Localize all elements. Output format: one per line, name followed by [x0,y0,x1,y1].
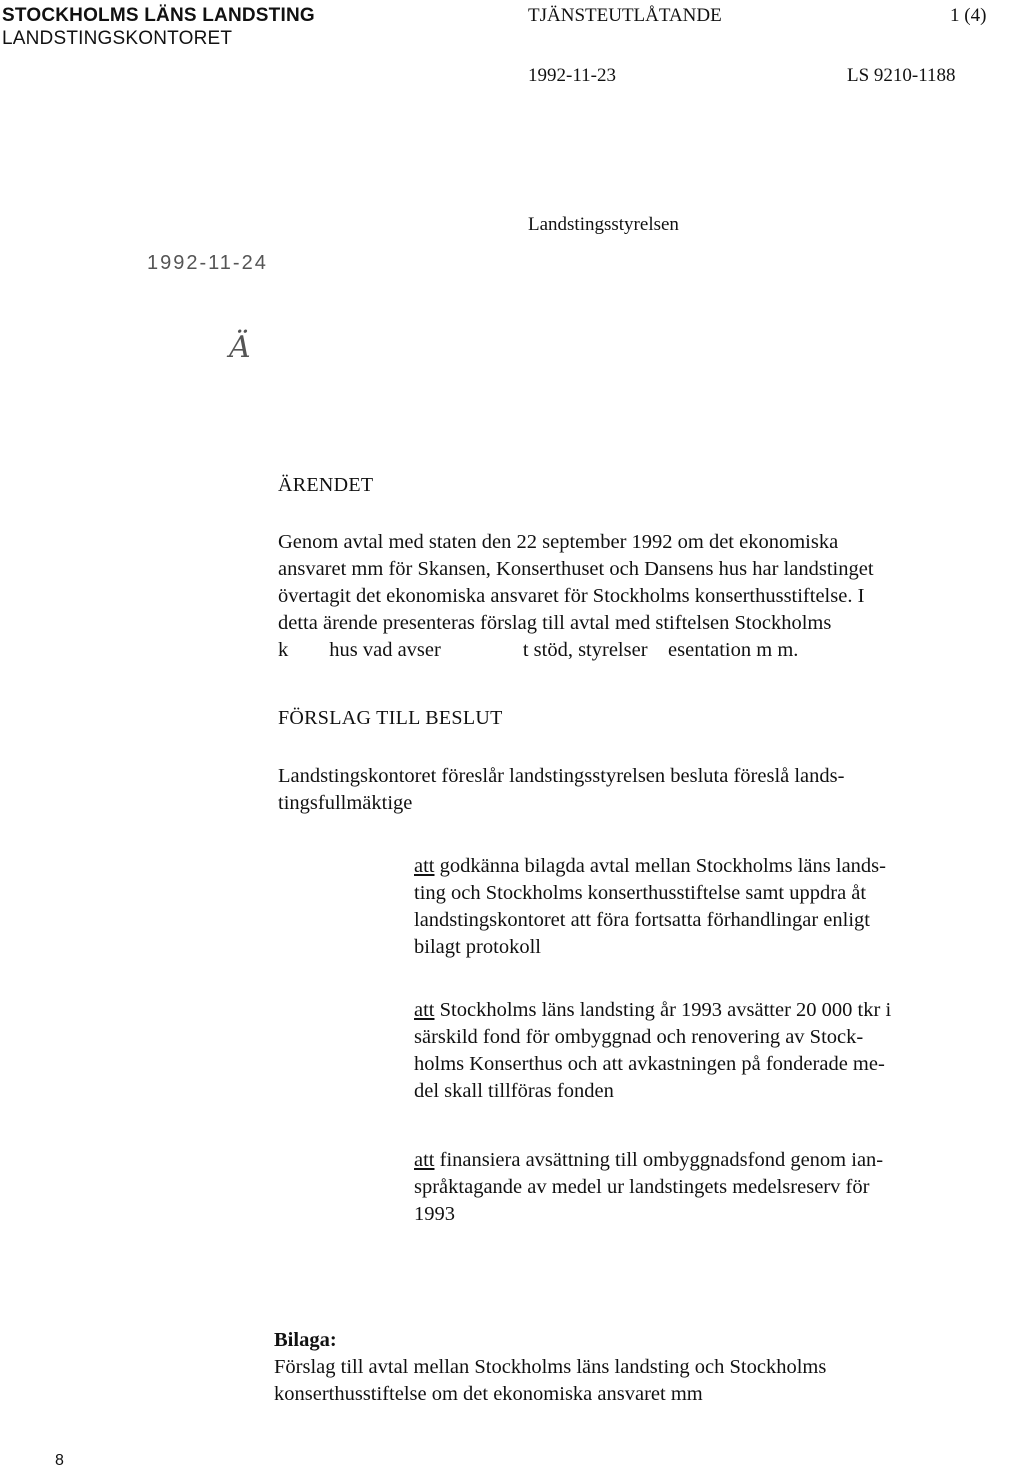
page-number: 8 [55,1452,64,1469]
att-keyword: att [414,1149,435,1171]
text-line: 1993 [414,1203,455,1225]
forslag-intro [278,763,844,817]
text-line: holms Konserthus och att avkastningen på fonderade me- [414,1053,885,1075]
text-line: k hus vad avser t stöd, styrelser esentation m m. [278,639,799,661]
text-line: del skall tillföras fonden [414,1080,614,1102]
page-indicator: 1 (4) [950,5,987,26]
att-keyword: att [414,999,435,1021]
section-heading-arendet: ÄRENDET [278,474,374,496]
text-line: särskild fond för ombyggnad och renovering av Stock- [414,1026,864,1048]
text-line: finansiera avsättning till ombyggnadsfond genom ian- [434,1149,884,1171]
text-line: tingsfullmäktige [278,792,413,814]
handwritten-initials: Ä [229,330,251,365]
received-date-stamp: 1992-11-24 [147,252,268,274]
text-line: Stockholms läns landsting år 1993 avsätter 20 000 tkr i [434,999,892,1021]
proposal-item-1 [414,853,886,961]
office-name: LANDSTINGSKONTORET [2,28,233,49]
section-heading-forslag: FÖRSLAG TILL BESLUT [278,707,503,729]
attachment-label: Bilaga: [274,1329,337,1351]
reference-number: LS 9210-1188 [847,65,956,86]
text-line: Landstingskontoret föreslår landstingsstyrelsen besluta föreslå lands- [278,765,845,787]
document-date: 1992-11-23 [528,65,616,86]
text-line: övertagit det ekonomiska ansvaret för Stockholms konserthusstiftelse. I [278,585,865,607]
text-line: bilagt protokoll [414,936,541,958]
proposal-item-3 [414,1147,883,1228]
text-line: ansvaret mm för Skansen, Konserthuset och Dansens hus har landstinget [278,558,874,580]
text-line: landstingskontoret att föra fortsatta förhandlingar enligt [414,909,870,931]
text-line: Genom avtal med staten den 22 september 1992 om det ekonomiska [278,531,839,553]
text-line: ting och Stockholms konserthusstiftelse samt uppdra åt [414,882,867,904]
arendet-paragraph [278,529,874,664]
text-line: detta ärende presenteras förslag till avtal med stiftelsen Stockholms [278,612,832,634]
att-keyword: att [414,855,435,877]
text-line: Förslag till avtal mellan Stockholms läns landsting och Stockholms [274,1356,827,1378]
recipient: Landstingsstyrelsen [528,214,679,235]
text-line: språktagande av medel ur landstingets medelsreserv för [414,1176,870,1198]
text-line: godkänna bilagda avtal mellan Stockholms läns lands- [434,855,886,877]
attachment-section [274,1327,826,1408]
proposal-item-2 [414,997,891,1105]
org-name: STOCKHOLMS LÄNS LANDSTING [2,5,315,26]
document-type: TJÄNSTEUTLÅTANDE [528,5,722,26]
text-line: konserthusstiftelse om det ekonomiska ansvaret mm [274,1383,703,1405]
